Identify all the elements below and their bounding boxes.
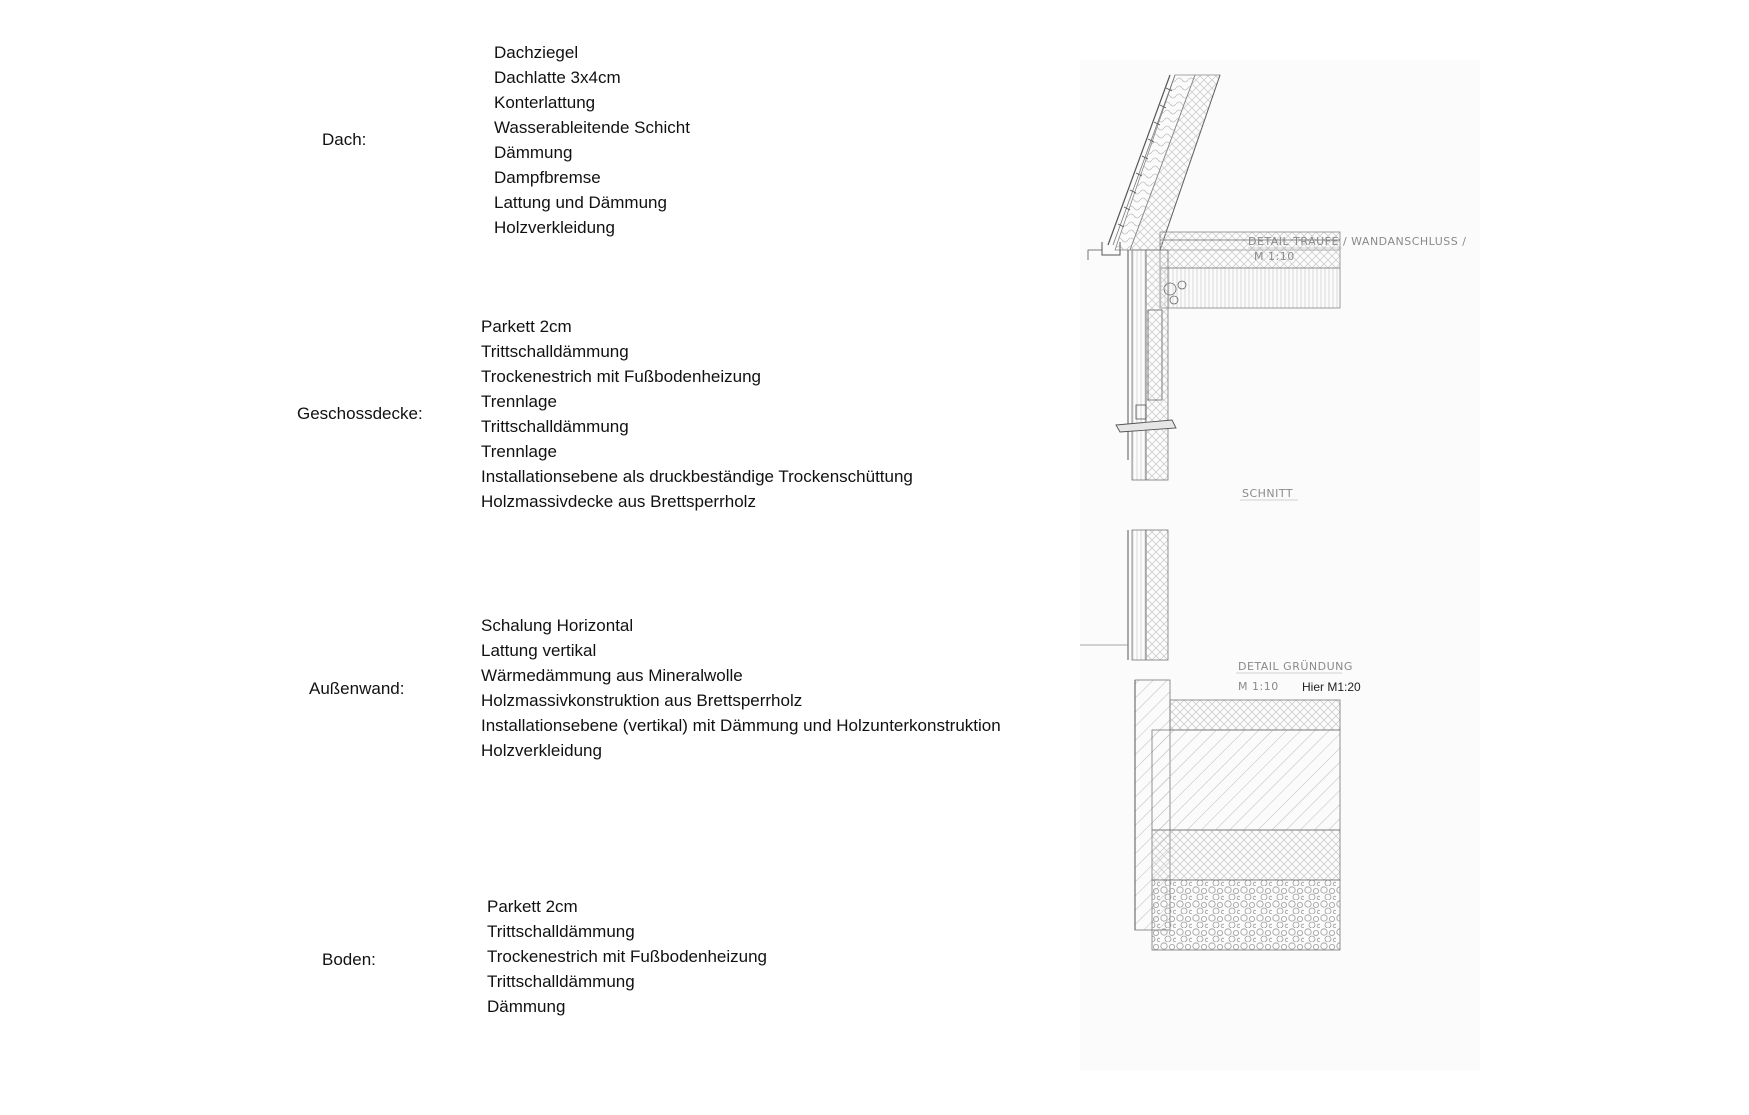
label-schnitt: SCHNITT	[1242, 487, 1294, 500]
layer-item: Lattung vertikal	[481, 641, 597, 660]
layer-item: Installationsebene als druckbeständige Trockenschüttung	[481, 467, 913, 486]
layer-item: Schalung Horizontal	[481, 616, 634, 635]
section-label-boden: Boden:	[322, 950, 376, 969]
layer-item: Wasserableitende Schicht	[494, 118, 690, 137]
section-drawing	[1080, 60, 1480, 1070]
layer-item: Trennlage	[481, 392, 557, 411]
layer-item: Trittschalldämmung	[487, 922, 635, 941]
layer-item: Dämmung	[494, 143, 573, 162]
layer-item: Trennlage	[481, 442, 557, 461]
layer-item: Holzmassivdecke aus Brettsperrholz	[481, 492, 756, 511]
layer-item: Installationsebene (vertikal) mit Dämmung und Holzunterkonstruktion	[481, 716, 1001, 735]
layer-item: Trittschalldämmung	[487, 972, 635, 991]
section-label-dach: Dach:	[322, 130, 367, 149]
layer-item: Trittschalldämmung	[481, 417, 629, 436]
layer-item: Trockenestrich mit Fußbodenheizung	[487, 947, 768, 966]
label-scale-note: Hier M1:20	[1302, 680, 1361, 694]
layer-item: Dachziegel	[494, 43, 579, 62]
layer-item: Lattung und Dämmung	[494, 193, 667, 212]
layer-item: Parkett 2cm	[481, 317, 572, 336]
label-gruendung-scale: M 1:10	[1238, 680, 1279, 693]
layer-item: Holzverkleidung	[481, 741, 602, 760]
label-traufe-scale: M 1:10	[1254, 250, 1295, 263]
label-detail-gruendung: DETAIL GRÜNDUNG	[1238, 660, 1353, 673]
section-label-aussenwand: Außenwand:	[309, 679, 405, 698]
layer-list-dach	[494, 40, 690, 240]
layer-item: Trittschalldämmung	[481, 342, 629, 361]
layer-item: Wärmedämmung aus Mineralwolle	[481, 666, 743, 685]
layer-item: Holzverkleidung	[494, 218, 615, 237]
layer-item: Dämmung	[487, 997, 566, 1016]
layer-item: Dachlatte 3x4cm	[494, 68, 621, 87]
layer-item: Holzmassivkonstruktion aus Brettsperrholz	[481, 691, 803, 710]
layer-list-geschossdecke	[481, 314, 913, 514]
layer-list-aussenwand	[481, 613, 1001, 763]
layer-item: Konterlattung	[494, 93, 596, 112]
section-label-geschossdecke: Geschossdecke:	[297, 404, 423, 423]
layer-item: Dampfbremse	[494, 168, 601, 187]
label-detail-traufe: DETAIL TRAUFE / WANDANSCHLUSS /	[1248, 235, 1467, 248]
foundation-section	[1135, 680, 1340, 950]
layer-list-boden	[487, 894, 767, 1019]
layer-item: Parkett 2cm	[487, 897, 578, 916]
layer-item: Trockenestrich mit Fußbodenheizung	[481, 367, 762, 386]
